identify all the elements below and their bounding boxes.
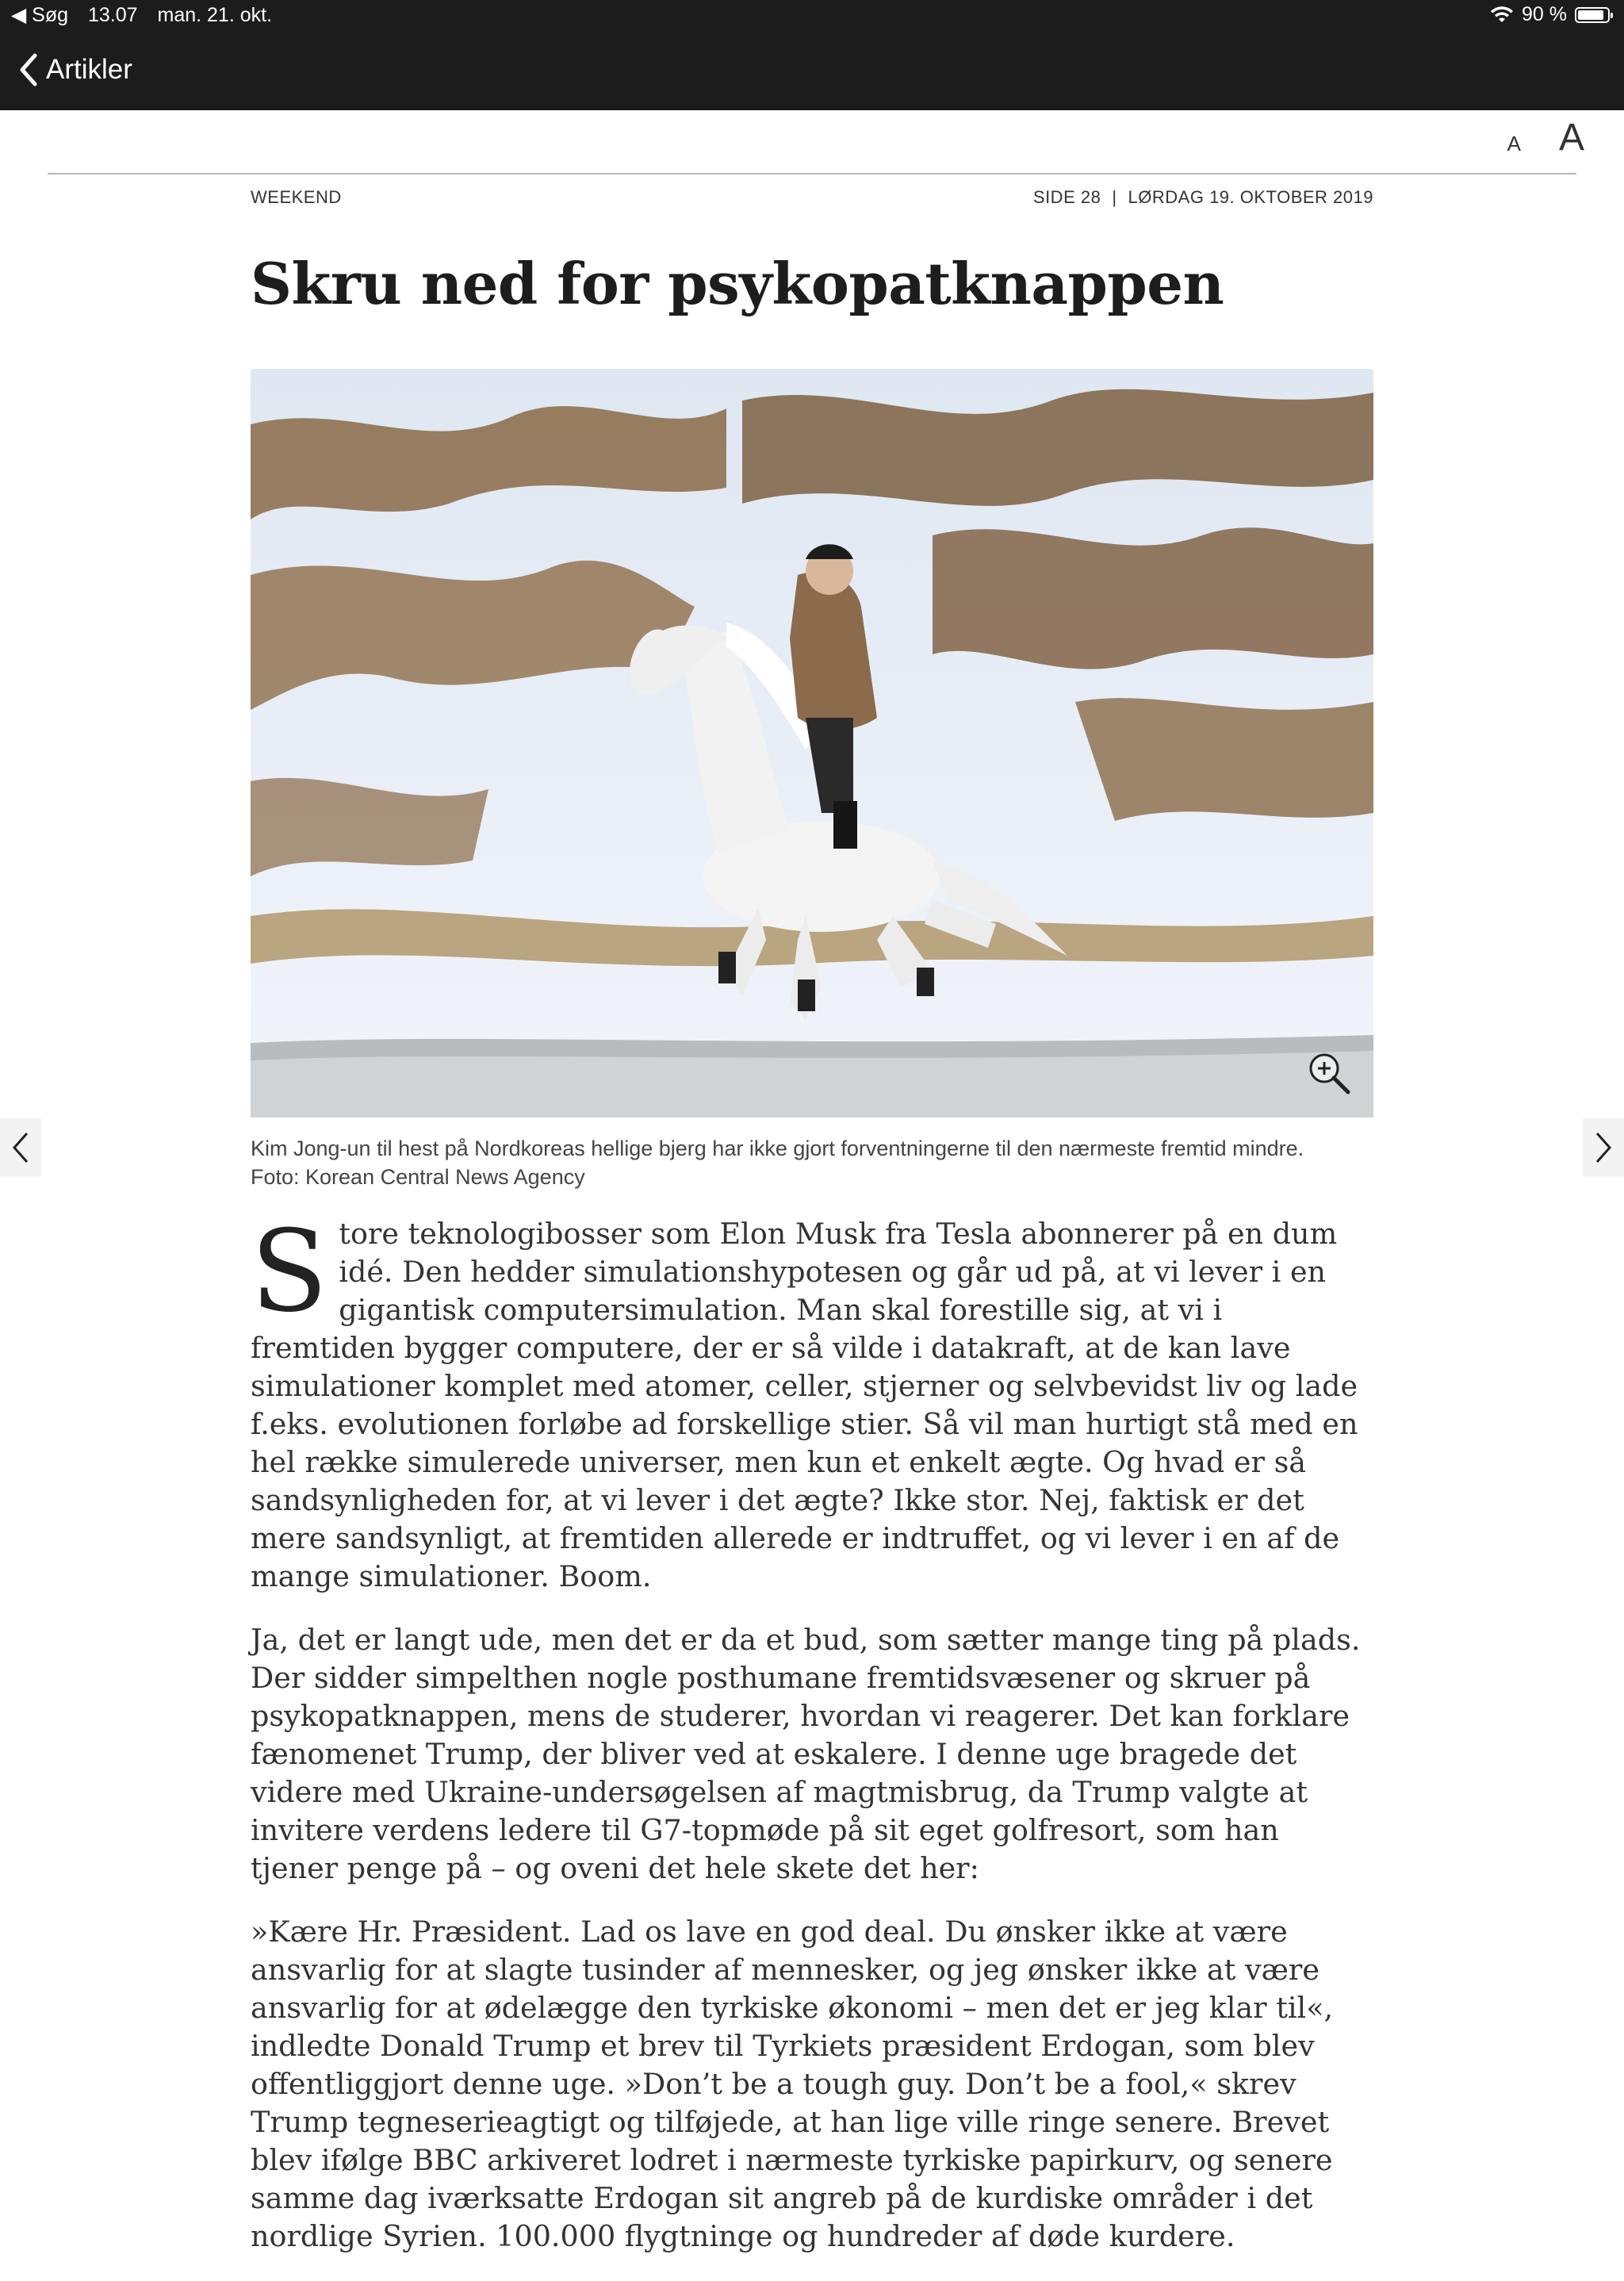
publish-date: LØRDAG 19. OKTOBER 2019	[1128, 187, 1373, 207]
section-label: WEEKEND	[251, 187, 342, 207]
divider	[48, 173, 1576, 174]
battery-percent: 90 %	[1522, 3, 1567, 25]
status-time: 13.07	[87, 4, 138, 26]
photo-credit: Foto: Korean Central News Agency	[251, 1165, 585, 1189]
meta-separator: |	[1112, 187, 1117, 207]
previous-page-button[interactable]	[0, 1118, 41, 1177]
paragraph-3: »Kære Hr. Præsident. Lad os lave en god deal. Du ønsker ikke at være ansvarlig for at slagte tusinder af mennesker, og jeg ønsker ikke at være ansvarlig for at ødelægge den tyrkiske økonomi – men det er jeg klar til«, indledte Donald Trump et brev til Tyrkiets præsident Erdogan, som blev offentliggjort denne uge. »Don’t be a tough guy. Don’t be a fool,« skrev Trump tegneserieagtigt og tilføjede, at han lige ville ringe senere. Brevet blev ifølge BBC arkiveret lodret i nærmeste tyrkiske papirkurv, og senere samme dag iværksatte Erdogan sit angreb på de kurdiske områder i det nordlige Syrien. 100.000 flygtninge og hundreder af døde kurdere.	[251, 1915, 1334, 2253]
back-button[interactable]	[17, 49, 132, 90]
next-page-button[interactable]	[1583, 1118, 1624, 1177]
drop-cap: S	[251, 1206, 328, 1337]
paragraph-2: Ja, det er langt ude, men det er da et bud, som sætter mange ting på plads. Der sidder simpelthen nogle posthumane fremtidsvæsener og skruer på psykopatknappen, mens de studerer, hvordan vi reagerer. Det kan forklare fænomenet Trump, der bliver ved at eskalere. I denne uge bragede det videre med Ukraine-undersøgelsen af magtmisbrug, da Trump valgte at invitere verdens ledere til G7-topmøde på sit eget golfresort, som han tjener penge på – og oveni det hele skete det her:	[251, 1623, 1361, 1885]
chevron-left-icon	[11, 1130, 30, 1165]
article-meta	[251, 187, 1373, 211]
back-to-app[interactable]: ◀ Søg	[11, 4, 69, 26]
status-date: man. 21. okt.	[157, 4, 273, 26]
font-size-controls	[1507, 119, 1584, 157]
caption-text: Kim Jong-un til hest på Nordkoreas hellige bjerg har ikke gjort forventningerne til den nærmeste fremtid mindre.	[251, 1137, 1304, 1160]
article-photo[interactable]	[251, 369, 1373, 1117]
paragraph-1-text: tore teknologibosser som Elon Musk fra Tesla abonnerer på en dum idé. Den hedder simulationshypotesen og går ud på, at vi lever i en gigantisk computersimulation. Man skal forestille sig, at vi i fremtiden bygger computere, der er så vilde i datakraft, at de kan lave simulationer komplet med atomer, celler, stjerner og selvbevidst liv og lade f.eks. evolutionen forløbe ad forskellige stier. Så vil man hurtigt stå med en hel række simulerede universer, men kun et enkelt ægte. Og hvad er så sandsynligheden for, at vi lever i det ægte? Ikke stor. Nej, faktisk er det mere sandsynligt, at fremtiden allerede er indtruffet, og vi lever i en af de mange simulationer. Boom.	[251, 1217, 1358, 1593]
increase-font-button[interactable]: A	[1558, 117, 1584, 159]
page-number: SIDE 28	[1032, 187, 1101, 207]
headline: Skru ned for psykopatknappen	[251, 250, 1224, 317]
photo-illustration	[251, 369, 1373, 1117]
chevron-left-icon	[17, 52, 38, 87]
photo-caption	[251, 1134, 1392, 1191]
paragraph-1	[251, 1206, 1373, 1596]
decrease-font-button[interactable]: A	[1507, 132, 1521, 155]
page-date	[1033, 187, 1373, 208]
back-label: Artikler	[46, 54, 132, 85]
article-body	[251, 1206, 1373, 2281]
battery-icon	[1575, 7, 1610, 23]
status-right	[1490, 3, 1610, 26]
battery-level	[1578, 10, 1603, 20]
wifi-icon	[1490, 6, 1514, 24]
status-bar	[0, 0, 1624, 32]
zoom-icon[interactable]	[1304, 1048, 1354, 1098]
status-left	[11, 3, 286, 27]
top-bar	[0, 0, 1624, 110]
chevron-right-icon	[1594, 1130, 1613, 1165]
